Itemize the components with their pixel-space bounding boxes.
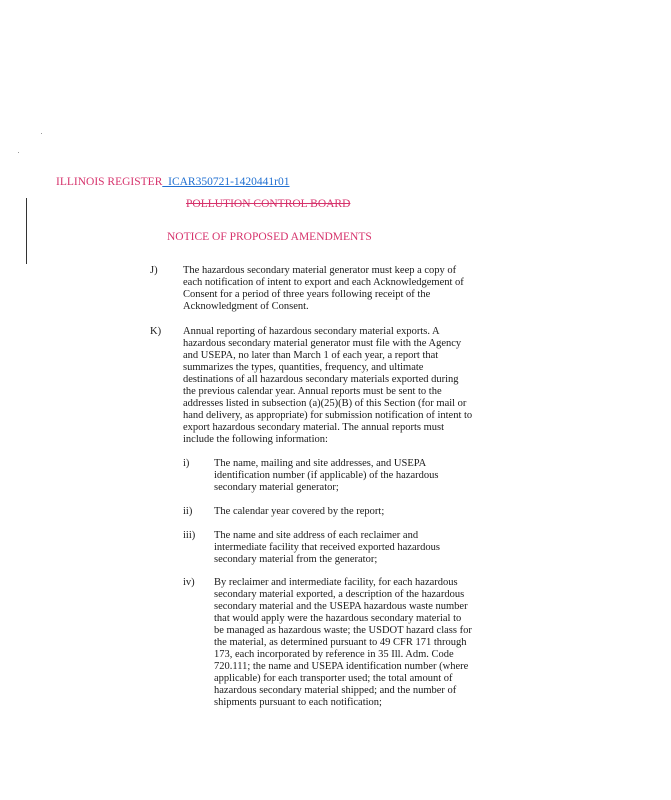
subparagraph-label: i) [183, 458, 190, 469]
subparagraph-text: The name and site address of each reclaimer and intermediate facility that received exported hazardous secondary material from the generator; [214, 530, 440, 565]
paragraph-text: The hazardous secondary material generator must keep a copy of each notification of intent to export and each Acknowledgement of Consent for a period of three years following receipt of the Acknowledgment of Consent. [183, 265, 464, 312]
register-title: ILLINOIS REGISTER [56, 176, 163, 188]
register-header [56, 176, 290, 188]
subparagraph-label: ii) [183, 506, 193, 517]
subparagraph-label: iv) [183, 577, 195, 588]
subparagraph-label: iii) [183, 530, 196, 541]
board-name-deleted: POLLUTION CONTROL BOARD [186, 198, 351, 210]
document-code-link[interactable]: _ICAR350721-1420441r01 [162, 176, 290, 188]
revision-change-bar [26, 198, 27, 264]
subparagraph-text: By reclaimer and intermediate facility, for each hazardous secondary material exported, a description of the hazardous secondary material and the USEPA hazardous waste number that would apply were the hazardous secondary material to be managed as hazardous waste; the USDOT hazard class for the material, as determined pursuant to 49 CFR 171 through 173, each incorporated by reference in 35 Ill. Adm. Code 720.111; the name and USEPA identification number (where applicable) for each transporter used; the total amount of hazardous secondary material shipped; and the number of shipments pursuant to each notification; [214, 577, 472, 708]
notice-title: NOTICE OF PROPOSED AMENDMENTS [167, 231, 372, 243]
scan-speck [41, 133, 42, 134]
paragraph-text: Annual reporting of hazardous secondary material exports. A hazardous secondary material generator must file with the Agency and USEPA, no later than March 1 of each year, a report that summarizes the types, quantities, frequency, and ultimate destinations of all hazardous secondary materials exported during the previous calendar year. Annual reports must be sent to the addresses listed in subsection (a)(25)(B) of this Section (for mail or hand delivery, as appropriate) for submission notification of intent to export hazardous secondary material. The annual reports must include the following information: [183, 326, 473, 445]
paragraph-label: K) [150, 326, 162, 337]
subparagraph-text: The calendar year covered by the report; [214, 506, 385, 517]
subparagraph-text: The name, mailing and site addresses, and USEPA identification number (if applicable) of the hazardous secondary material generator; [214, 458, 439, 493]
scan-speck [18, 152, 19, 153]
paragraph-label: J) [150, 265, 158, 276]
